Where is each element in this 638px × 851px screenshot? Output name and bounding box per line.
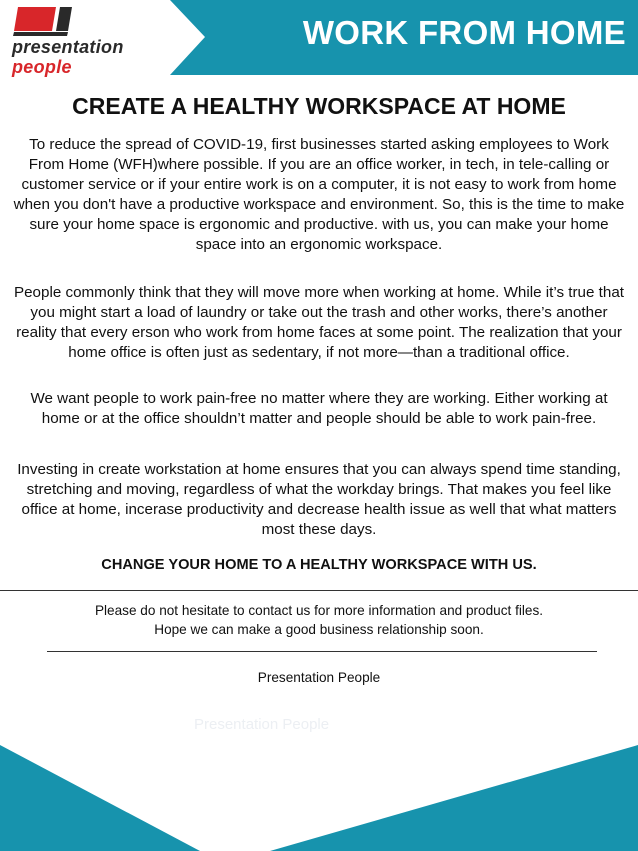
banner-title: WORK FROM HOME	[302, 14, 626, 51]
signature-divider	[47, 651, 597, 652]
paragraph-investing: Investing in create workstation at home ensures that you can always spend time standing, stretching and moving, regardless of what the workday brings. That makes you feel like office at home, incerase productivity and decrease health issue as well that what matters most these days.	[17, 461, 621, 538]
paragraph-sedentary: People commonly think that they will move more when working at home. While it’s true that you might start a load of laundry or take out the trash and other works, there’s another reality that every erson who work from home faces at some point. The realization that your home office is often just as sedentary, if not more—than a traditional office.	[13, 284, 625, 361]
contact-line-1: Please do not hesitate to contact us for more information and product files.	[94, 603, 544, 618]
contact-line-2: Hope we can make a good business relationship soon.	[154, 622, 484, 637]
logo-text-presentation: presentation	[12, 37, 124, 57]
company-name: Presentation People	[257, 670, 381, 685]
page-title: CREATE A HEALTHY WORKSPACE AT HOME	[72, 93, 566, 119]
paragraph-intro: To reduce the spread of COVID-19, first businesses started asking employees to Work From Home (WFH)where possible. If you are an office worker, in tech, in tele-calling or customer service or if your entire work is on a computer, it is not easy to work from home when you don't have a productive workspace and environment. So, this is the time to make sure your home space is ergonomic and productive. with us, you can make your home space into an ergonomic workspace.	[13, 136, 625, 253]
contact-text	[0, 601, 638, 639]
divider	[0, 590, 638, 591]
paragraph-pain-free: We want people to work pain-free no matter where they are working. Either working at home or at the office shouldn’t matter and people should be able to work pain-free.	[30, 390, 608, 427]
logo-mark-icon	[12, 5, 74, 37]
header	[0, 0, 638, 75]
watermark-text: Presentation People	[194, 716, 330, 733]
logo-text-people: people	[12, 57, 72, 77]
logo	[12, 5, 172, 77]
footer-shape	[0, 745, 638, 851]
call-to-action: CHANGE YOUR HOME TO A HEALTHY WORKSPACE WITH US.	[101, 557, 537, 573]
